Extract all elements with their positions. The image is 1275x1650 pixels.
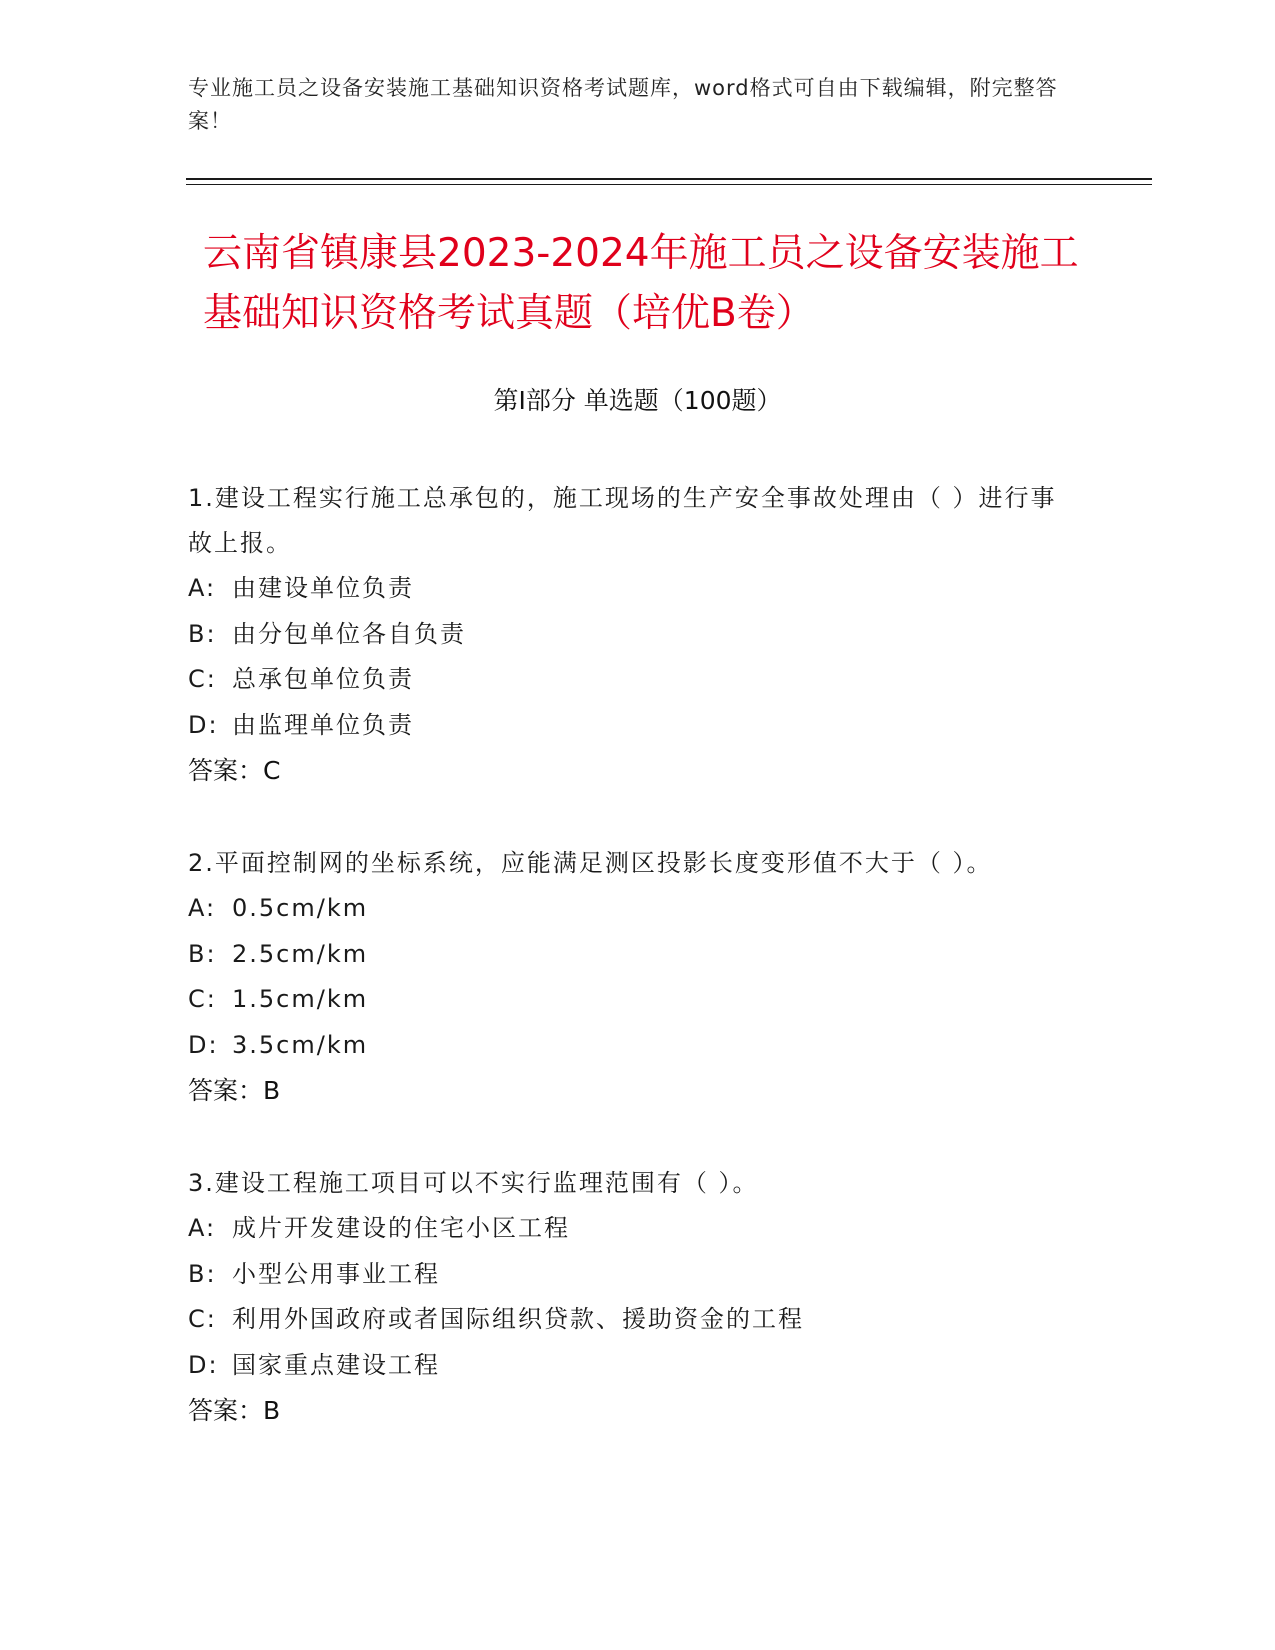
header-note: 专业施工员之设备安装施工基础知识资格考试题库，word格式可自由下载编辑，附完整答案！	[188, 76, 1058, 133]
answer-value: B	[263, 1396, 281, 1425]
option-a	[188, 886, 1068, 932]
question-text: 1.建设工程实行施工总承包的，施工现场的生产安全事故处理由（ ）进行事故上报。	[188, 484, 1057, 557]
option-a	[188, 566, 1068, 612]
answer-label: 答案：	[188, 1396, 264, 1425]
option-letter: B:	[188, 619, 217, 648]
question-2	[188, 841, 1068, 1113]
option-c	[188, 977, 1068, 1023]
option-letter: D:	[188, 1030, 219, 1059]
question-text: 2.平面控制网的坐标系统，应能满足测区投影长度变形值不大于（ ）。	[188, 849, 993, 877]
option-text: 1.5cm/km	[232, 985, 369, 1013]
option-b	[188, 932, 1068, 978]
option-text: 利用外国政府或者国际组织贷款、援助资金的工程	[232, 1305, 804, 1333]
answer-label: 答案：	[188, 756, 264, 785]
option-d	[188, 1343, 1068, 1389]
option-text: 由监理单位负责	[232, 710, 414, 739]
header-divider-thick	[186, 178, 1152, 180]
answer-line	[188, 1388, 1068, 1433]
option-text: 3.5cm/km	[232, 1030, 369, 1059]
question-list	[188, 476, 1068, 1433]
option-text: 小型公用事业工程	[232, 1259, 440, 1288]
option-letter: D:	[188, 1350, 219, 1379]
option-letter: B:	[188, 1259, 217, 1288]
answer-value: C	[263, 756, 281, 785]
option-letter: B:	[188, 939, 217, 968]
option-c	[188, 657, 1068, 703]
option-letter: A:	[188, 1214, 217, 1242]
question-text: 3.建设工程施工项目可以不实行监理范围有（ ）。	[188, 1169, 759, 1197]
option-letter: C:	[188, 985, 217, 1013]
section-heading: 第Ⅰ部分 单选题（100题）	[493, 386, 782, 415]
option-a	[188, 1206, 1068, 1252]
option-letter: C:	[188, 665, 217, 693]
answer-value: B	[263, 1076, 281, 1105]
option-text: 国家重点建设工程	[232, 1350, 440, 1379]
option-b	[188, 1252, 1068, 1298]
option-text: 由分包单位各自负责	[232, 619, 466, 648]
option-text: 成片开发建设的住宅小区工程	[232, 1214, 570, 1242]
answer-label: 答案：	[188, 1076, 264, 1105]
option-d	[188, 703, 1068, 749]
option-b	[188, 612, 1068, 658]
option-c	[188, 1297, 1068, 1343]
option-letter: D:	[188, 710, 219, 739]
option-letter: A:	[188, 574, 217, 602]
option-d	[188, 1023, 1068, 1069]
answer-line	[188, 1068, 1068, 1113]
header-divider-thin	[186, 184, 1152, 185]
option-text: 由建设单位负责	[232, 574, 414, 602]
option-text: 2.5cm/km	[232, 939, 369, 968]
option-letter: A:	[188, 894, 217, 922]
option-text: 总承包单位负责	[232, 665, 414, 693]
question-1	[188, 476, 1068, 793]
option-letter: C:	[188, 1305, 217, 1333]
document-title: 云南省镇康县2023-2024年施工员之设备安装施工基础知识资格考试真题（培优B卷）	[203, 231, 1079, 336]
answer-line	[188, 748, 1068, 793]
option-text: 0.5cm/km	[232, 894, 369, 922]
question-3	[188, 1161, 1068, 1433]
